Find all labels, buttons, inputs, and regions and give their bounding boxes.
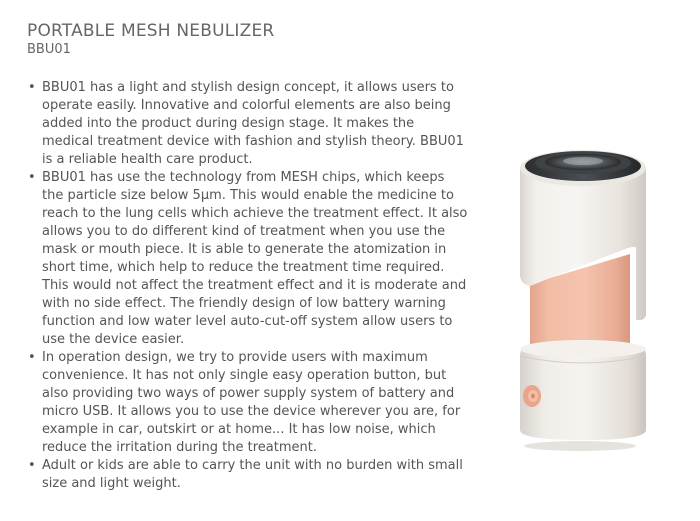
floor-shadow [524,441,636,451]
feature-list [28,79,468,493]
feature-text-portability: Adult or kids are able to carry the unit with no burden with small size and light weight. [42,458,463,491]
product-title: PORTABLE MESH NEBULIZER [27,21,275,41]
model-number: BBU01 [27,42,71,57]
nebulizer-product-image [508,134,660,452]
feature-text-design: BBU01 has a light and stylish design concept, it allows users to operate easily. Innovative and colorful elements are also being added into the product during design stage. It makes the medical treatment device with fashion and stylish theory. BBU01 is a reliable health care product. [42,80,464,167]
list-item [28,79,468,169]
bullet-icon: • [28,458,36,473]
bullet-icon: • [28,170,36,185]
bullet-icon: • [28,350,36,365]
list-item [28,457,468,493]
list-item [28,349,468,457]
feature-text-mesh: BBU01 has use the technology from MESH chips, which keeps the particle size below 5μm. This would enable the medicine to reach to the lung cells which achieve the treatment effect. It also allows you to do different kind of treatment when you use the mask or mouth piece. It is able to generate the atomization in short time, which help to reduce the treatment time required. This would not affect the treatment effect and it is moderate and with no side effect. The friendly design of low battery warning function and low water level auto-cut-off system allow users to use the device easier. [42,170,468,347]
list-item [28,169,468,349]
bullet-icon: • [28,80,36,95]
feature-text-operation: In operation design, we try to provide users with maximum convenience. It has not only single easy operation button, but also providing two ways of power supply system of battery and micro USB. It allows you to use the device wherever you are, for example in car, outskirt or at home... It has low noise, which reduce the irritation during the treatment. [42,350,461,455]
